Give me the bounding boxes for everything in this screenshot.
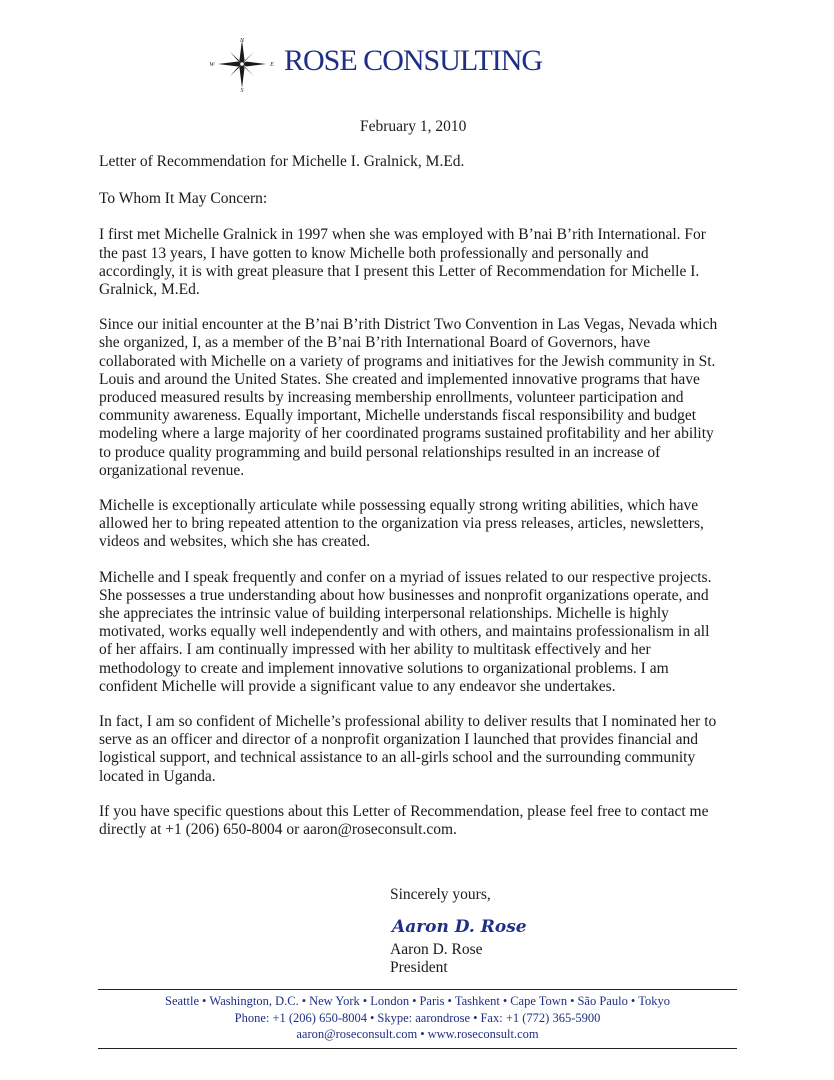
compass-label-w: W [209, 62, 215, 68]
separator-bullet: • [301, 994, 307, 1008]
compass-label-e: E [270, 62, 274, 68]
paragraph-4: Michelle and I speak frequently and confer on a myriad of issues related to our respective projects. She possesses a true understanding about how businesses and nonprofit organizations operate, and she appreciates the intrinsic value of building interpersonal relationships. Michelle is highly motivated, works equally well independently and with others, and maintains professionalism in all of her affairs. I am continually impressed with her ability to multitask effectively and her methodology to create and implement innovative solutions to organizational problems. I am confident Michelle will provide a significant value to any endeavor she undertakes. [99, 568, 712, 695]
separator-bullet: • [630, 994, 636, 1008]
city: Tashkent [454, 994, 500, 1008]
city: Washington, D.C. [209, 994, 299, 1008]
footer-cities [98, 993, 737, 1010]
signer-block [390, 941, 483, 977]
city: London [370, 994, 410, 1008]
separator-bullet: • [362, 994, 368, 1008]
city: São Paulo [577, 994, 628, 1008]
paragraph-6: If you have specific questions about this Letter of Recommendation, please feel free to contact me directly at +1 (206) 650-8004 or aaron@roseconsult.com. [99, 802, 709, 839]
city: New York [309, 994, 360, 1008]
separator-bullet: • [447, 994, 452, 1008]
footer-fax: Fax: +1 (772) 365-5900 [480, 1010, 601, 1025]
separator-bullet: • [412, 994, 417, 1008]
paragraph-2: Since our initial encounter at the B’nai B’rith District Two Convention in Las Vegas, Nevada which she organized, I, as a member of the B’nai B’rith International Board of Governors, have collaborated with Michelle on a variety of programs and initiatives for the Jewish community in St. Louis and around the United States. She created and implemented innovative programs that have produced measured results by increasing membership enrollments, volunteer participation and community awareness. Equally important, Michelle understands fiscal responsibility and budget modeling where a large majority of her coordinated programs sustained profitability and her ability to produce quality programming and build personal relationships resulted in an increase of organizational revenue. [99, 316, 718, 479]
paragraph-1: I first met Michelle Gralnick in 1997 when she was employed with B’nai B’rith International. For the past 13 years, I have gotten to know Michelle both professionally and personally and accordingly, it is with great pleasure that I present this Letter of Recommendation for Michelle I. Gralnick, M.Ed. [99, 226, 706, 299]
letterhead-footer [98, 993, 737, 1043]
footer-website-link[interactable]: www.roseconsult.com [427, 1027, 539, 1042]
separator-bullet: • [420, 1027, 425, 1042]
separator-bullet: • [370, 1010, 375, 1025]
compass-label-n: N [239, 38, 245, 44]
letter-date: February 1, 2010 [360, 118, 467, 135]
city: Cape Town [510, 994, 568, 1008]
signer-name: Aaron D. Rose [390, 941, 483, 958]
letter-body [99, 153, 725, 856]
paragraph-3: Michelle is exceptionally articulate while possessing equally strong writing abilities, which have allowed her to bring repeated attention to the organization via press releases, articles, newsletters, videos and websites, which she has created. [99, 497, 704, 551]
footer-divider-bottom [98, 1048, 737, 1049]
signer-title: President [390, 959, 448, 976]
separator-bullet: • [502, 994, 508, 1008]
closing: Sincerely yours, [390, 886, 491, 903]
salutation: To Whom It May Concern: [99, 190, 268, 208]
compass-label-s: S [240, 88, 244, 94]
footer-skype: Skype: aarondrose [377, 1010, 471, 1025]
city: Seattle [165, 994, 200, 1008]
separator-bullet: • [570, 994, 575, 1008]
footer-contact [98, 1010, 737, 1027]
signature-text: Aaron D. Rose [392, 917, 527, 937]
letter-subject: Letter of Recommendation for Michelle I. Gralnick, M.Ed. [99, 153, 465, 170]
paragraph-5: In fact, I am so confident of Michelle’s professional ability to deliver results that I nominated her to serve as an officer and director of a nonprofit organization I launched that provides financial and logistical support, and technical assistance to an all-girls school and the surrounding community located in Uganda. [99, 713, 717, 785]
separator-bullet: • [202, 994, 207, 1008]
footer-web [98, 1026, 737, 1043]
city: Paris [419, 994, 445, 1008]
city: Tokyo [638, 994, 670, 1008]
footer-divider-top [98, 989, 737, 990]
handwritten-signature [390, 912, 527, 938]
footer-phone: Phone: +1 (206) 650-8004 [234, 1010, 368, 1025]
footer-email-link[interactable]: aaron@roseconsult.com [296, 1027, 418, 1042]
separator-bullet: • [473, 1010, 478, 1025]
company-name: ROSE CONSULTING [284, 44, 543, 77]
compass-rose-logo-icon [206, 36, 282, 92]
